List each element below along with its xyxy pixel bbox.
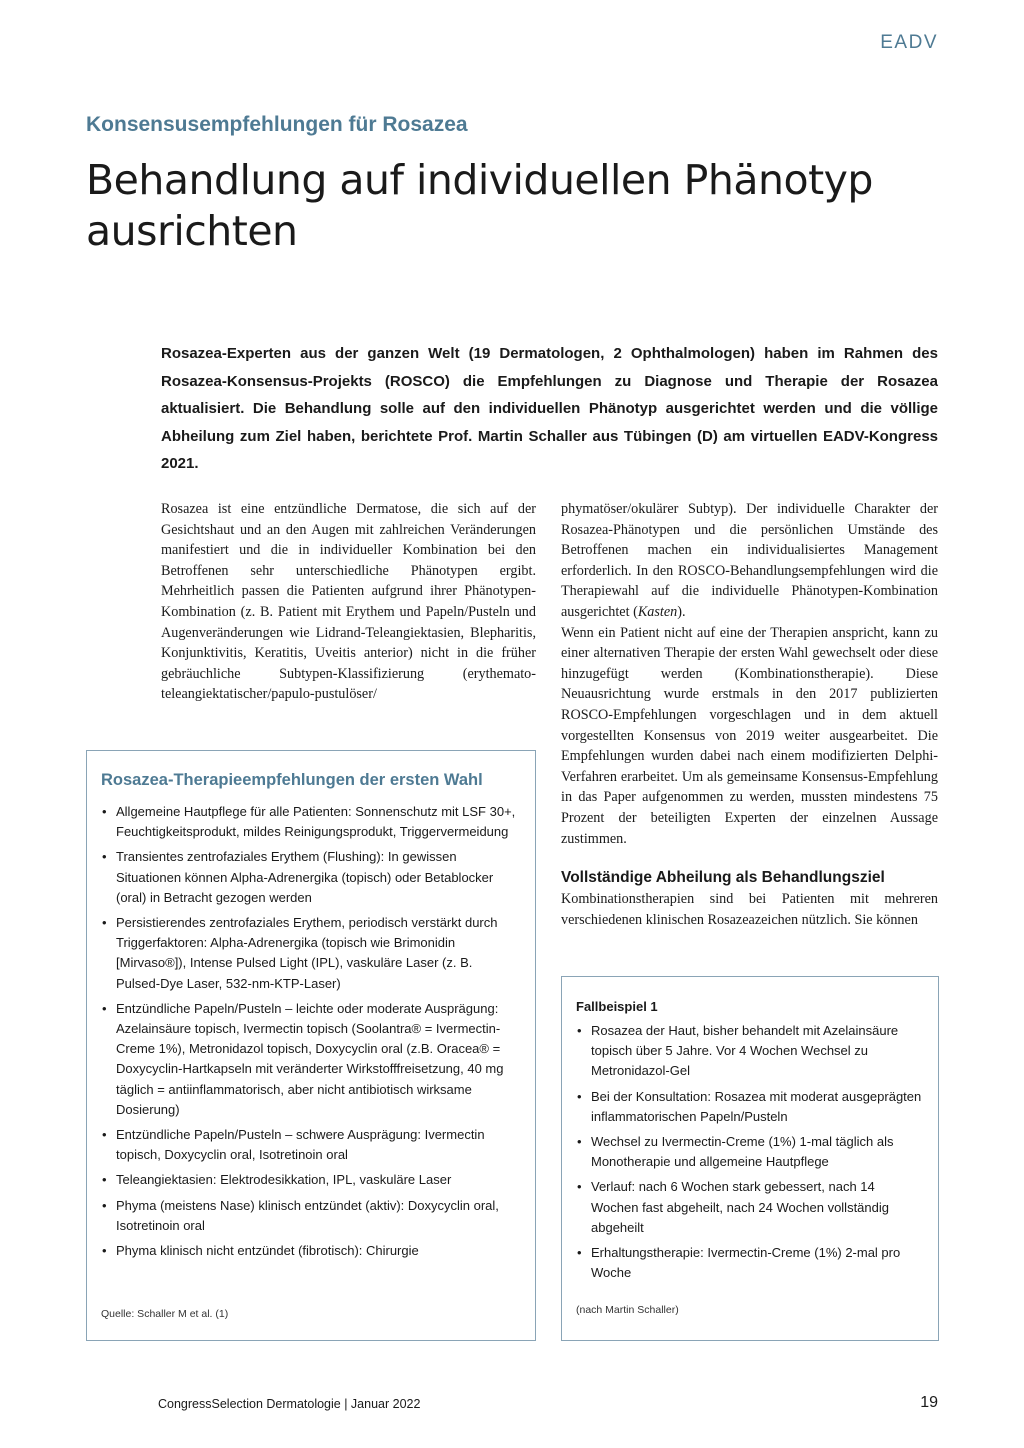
article-kicker: Konsensusempfehlungen für Rosazea (86, 113, 468, 136)
case-list (576, 1021, 924, 1283)
list-item: • Entzündliche Papeln/Pusteln – leichte oder moderate Ausprägung: Azelainsäure topisch, Ivermectin topisch (Soolantra® = Ivermectin-Creme 1%), Metronidazol topisch, Doxycyclin oral (z.B. Oracea® = Doxycyclin-Hartkapseln mit veränderter Wirkstofffreisetzung, 40 mg täglich = antiinflammatorisch, aber nicht antibiotisch wirksame Dosierung) (101, 999, 519, 1120)
body-text: phymatöser/okulärer Subtyp). Der individuelle Charakter der Rosazea-Phänotypen und die persönlichen Umstände des Betroffenen machen ein individualisiertes Management erforderlich. In den ROSCO-Behandlungsempfehlungen wird die Therapiewahl auf die individuelle Phänotypen-Kombination ausgerichtet ( (561, 501, 938, 620)
body-paragraph: Kombinationstherapien sind bei Patienten mit mehreren verschiedenen klinischen Rosazeazeichen nützlich. Sie können (561, 891, 938, 928)
therapy-list (101, 802, 519, 1261)
box-title: Rosazea-Therapieempfehlungen der ersten Wahl (101, 771, 483, 789)
list-item: • Verlauf: nach 6 Wochen stark gebessert, nach 14 Wochen fast abgeheilt, nach 24 Wochen vollständig abgeheilt (576, 1177, 924, 1238)
article-title: Behandlung auf individuellen Phänotyp ausrichten (86, 156, 873, 255)
list-item: • Rosazea der Haut, bisher behandelt mit Azelainsäure topisch über 5 Jahre. Vor 4 Wochen Wechsel zu Metronidazol-Gel (576, 1021, 924, 1082)
page-number: 19 (920, 1394, 938, 1411)
box-reference: Kasten (637, 603, 678, 620)
list-item: • Erhaltungstherapie: Ivermectin-Creme (1%) 2-mal pro Woche (576, 1243, 924, 1283)
body-paragraph: Wenn ein Patient nicht auf eine der Therapien anspricht, kann zu einer alternativen Therapie der ersten Wahl gewechselt oder diese hinzugefügt werden (Kombinationstherapie). Diese Neuausrichtung wurde erstmals in den 2017 publizierten ROSCO-Empfehlungen vorgeschlagen und in dem aktuell vorgestellten Konsensus von 2019 weiter ausgearbeitet. Die Empfehlungen wurden dabei nach einem modifizierten Delphi-Verfahren erarbeitet. Um als gemeinsame Konsensus-Empfehlung in das Paper aufgenommen zu werden, mussten mindestens 75 Prozent der beteiligten Experten der einzelnen Aussage zustimmen. (561, 624, 938, 847)
footer-publication: CongressSelection Dermatologie | Januar 2022 (158, 1397, 421, 1411)
list-item: • Teleangiektasien: Elektrodesikkation, IPL, vaskuläre Laser (101, 1170, 519, 1190)
body-column-right (561, 499, 938, 930)
list-item: • Bei der Konsultation: Rosazea mit moderat ausgeprägten inflammatorischen Papeln/Pusteln (576, 1087, 924, 1127)
body-paragraph: Rosazea ist eine entzündliche Dermatose, die sich auf der Gesichtshaut und an den Augen mit zahlreichen Veränderungen manifestiert und die in individueller Kombination bei den Betroffenen sehr unterschiedliche Phänotypen ergibt. Mehrheitlich passen die Patienten aufgrund ihrer Phänotypen-Kombination (z. B. Patient mit Erythem und Papeln/Pusteln und Augenveränderungen wie Lidrand-Teleangiektasien, Blepharitis, Konjunktivitis, Keratitis, Uveitis anterior) nicht in die früher gebräuchliche Subtypen-Klassifizierung (erythemato-teleangiektatischer/papulo-pustulöser/ (161, 501, 536, 703)
section-tag: EADV (880, 32, 938, 53)
body-paragraph (561, 499, 938, 623)
case-example-box (561, 976, 939, 1341)
therapy-recommendations-box (86, 750, 536, 1341)
body-column-left (161, 499, 536, 705)
list-item: • Persistierendes zentrofaziales Erythem, periodisch verstärkt durch Triggerfaktoren: Alpha-Adrenergika (topisch wie Brimonidin [Mirvaso®]), Intense Pulsed Light (IPL), vaskuläre Laser (z. B. Pulsed-Dye Laser, 532-nm-KTP-Laser) (101, 913, 519, 994)
list-item: • Transientes zentrofaziales Erythem (Flushing): In gewissen Situationen können Alpha-Adrenergika (topisch) oder Betablocker (oral) in Betracht gezogen werden (101, 847, 519, 908)
box-title: Fallbeispiel 1 (576, 999, 658, 1014)
section-subheading: Vollständige Abheilung als Behandlungsziel (561, 869, 885, 887)
list-item: • Wechsel zu Ivermectin-Creme (1%) 1-mal täglich als Monotherapie und allgemeine Hautpflege (576, 1132, 924, 1172)
box-source: (nach Martin Schaller) (576, 1304, 679, 1316)
article-lead: Rosazea-Experten aus der ganzen Welt (19 Dermatologen, 2 Ophthalmologen) haben im Rahmen des Rosazea-Konsensus-Projekts (ROSCO) die Empfehlungen zu Diagnose und Therapie der Rosazea aktualisiert. Die Behandlung solle auf den individuellen Phänotyp ausgerichtet werden und die völlige Abheilung zum Ziel haben, berichtete Prof. Martin Schaller aus Tübingen (D) am virtuellen EADV-Kongress 2021. (161, 345, 938, 472)
list-item: • Entzündliche Papeln/Pusteln – schwere Ausprägung: Ivermectin topisch, Doxycyclin oral, Isotretinoin oral (101, 1125, 519, 1165)
list-item: • Allgemeine Hautpflege für alle Patienten: Sonnenschutz mit LSF 30+, Feuchtigkeitsprodukt, mildes Reinigungsprodukt, Triggervermeidung (101, 802, 519, 842)
list-item: • Phyma klinisch nicht entzündet (fibrotisch): Chirurgie (101, 1241, 519, 1261)
body-text: ). (677, 603, 686, 620)
box-source: Quelle: Schaller M et al. (1) (101, 1308, 229, 1320)
list-item: • Phyma (meistens Nase) klinisch entzündet (aktiv): Doxycyclin oral, Isotretinoin oral (101, 1196, 519, 1236)
